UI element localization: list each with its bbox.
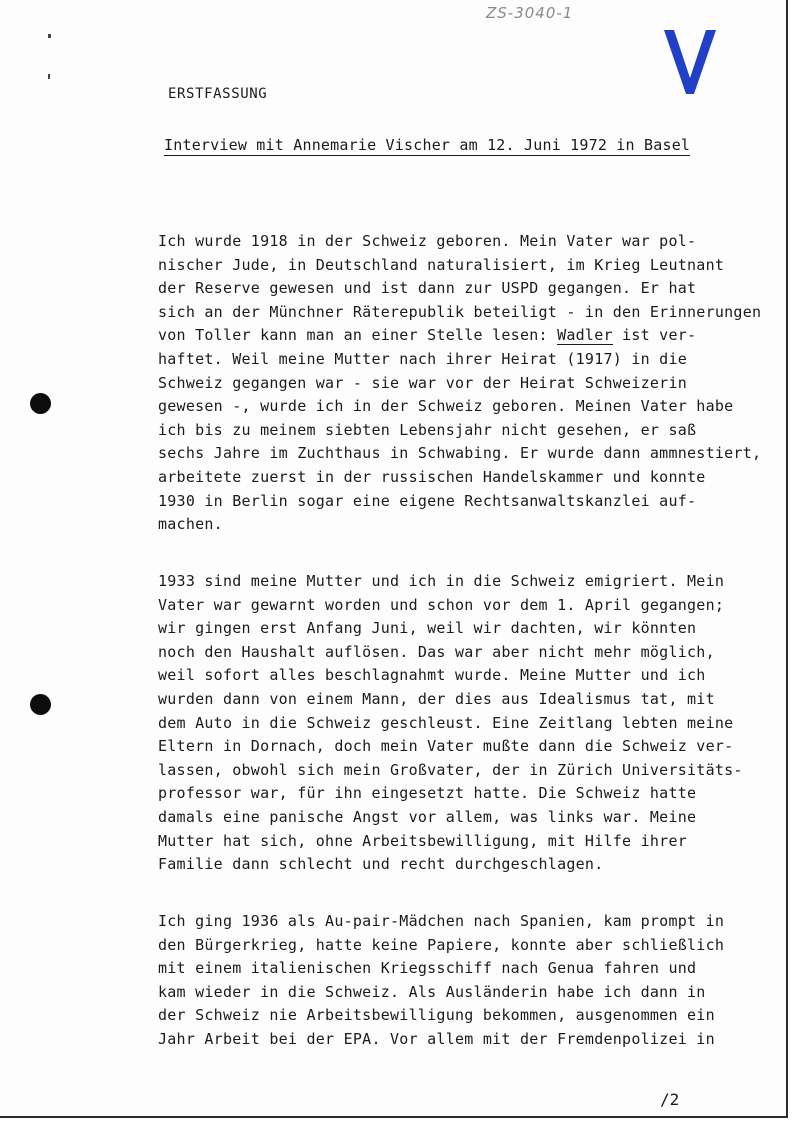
text-line: Vater war gewarnt worden und schon vor dem 1. April gegangen; (158, 595, 725, 614)
text-line: den Bürgerkrieg, hatte keine Papiere, konnte aber schließlich (158, 935, 725, 954)
text-line: lassen, obwohl sich mein Großvater, der in Zürich Universitäts- (158, 760, 743, 779)
text-line: professor war, für ihn eingesetzt hatte. Die Schweiz hatte (158, 784, 697, 803)
text-line: Familie dann schlecht und recht durchgeschlagen. (158, 855, 604, 874)
text-line: 1930 in Berlin sogar eine eigene Rechtsanwaltskanzlei auf- (158, 491, 697, 510)
paragraph-1 (158, 230, 788, 537)
text-line: 1933 sind meine Mutter und ich in die Schweiz emigriert. Mein (158, 572, 725, 590)
text-line: der Reserve gewesen und ist dann zur USPD gegangen. Er hat (158, 279, 697, 298)
punch-hole-lower (30, 694, 51, 715)
margin-mark-lower (48, 74, 50, 79)
underlined-name: Wadler (557, 326, 613, 345)
text-segment: von Toller kann man an einer Stelle lesen: (158, 326, 558, 345)
text-segment: ist ver- (612, 326, 697, 345)
document-heading: ERSTFASSUNG (168, 86, 268, 102)
text-line: noch den Haushalt auflösen. Das war aber nicht mehr möglich, (158, 642, 715, 661)
text-line: der Schweiz nie Arbeitsbewilligung bekommen, ausgenommen ein (158, 1006, 715, 1025)
text-line: Ich ging 1936 als Au-pair-Mädchen nach Spanien, kam prompt in (158, 912, 725, 930)
text-line: machen. (158, 515, 223, 534)
text-line: Eltern in Dornach, doch mein Vater mußte dann die Schweiz ver- (158, 737, 734, 756)
archive-mark: ZS-3040-1 (486, 4, 574, 22)
text-line: ich bis zu meinem siebten Lebensjahr nicht gesehen, er saß (158, 420, 697, 439)
paragraph-2 (158, 570, 788, 877)
page-number: /2 (660, 1090, 680, 1109)
text-line: wir gingen erst Anfang Juni, weil wir dachten, wir könnten (158, 619, 697, 638)
text-line: Ich wurde 1918 in der Schweiz geboren. Mein Vater war pol- (158, 232, 697, 250)
text-line: damals eine panische Angst vor allem, was links war. Meine (158, 807, 697, 826)
text-line: dem Auto in die Schweiz geschleust. Eine Zeitlang lebten meine (158, 713, 734, 732)
margin-mark-top (48, 34, 51, 38)
punch-hole-upper (30, 393, 51, 414)
text-line: gewesen -, wurde ich in der Schweiz geboren. Meinen Vater habe (158, 397, 734, 416)
stamp-v-mark (660, 26, 720, 98)
text-line: kam wieder in die Schweiz. Als Ausländerin habe ich dann in (158, 982, 706, 1001)
paragraph-3 (158, 910, 788, 1052)
text-line: sich an der Münchner Räterepublik beteiligt - in den Erinnerungen (158, 302, 762, 321)
text-line: arbeitete zuerst in der russischen Handelskammer und konnte (158, 467, 706, 486)
text-line: haftet. Weil meine Mutter nach ihrer Heirat (1917) in die (158, 349, 688, 368)
text-line: weil sofort alles beschlagnahmt wurde. Meine Mutter und ich (158, 666, 706, 685)
text-line-with-underline (158, 324, 788, 348)
text-line: wurden dann von einem Mann, der dies aus Idealismus tat, mit (158, 689, 715, 708)
text-line: Jahr Arbeit bei der EPA. Vor allem mit der Fremdenpolizei in (158, 1029, 715, 1048)
text-line: sechs Jahre im Zuchthaus in Schwabing. Er wurde dann ammnestiert, (158, 444, 762, 463)
text-line: Schweiz gegangen war - sie war vor der Heirat Schweizerin (158, 373, 688, 392)
text-line: Mutter hat sich, ohne Arbeitsbewilligung, mit Hilfe ihrer (158, 831, 688, 850)
text-line: nischer Jude, in Deutschland naturalisiert, im Krieg Leutnant (158, 255, 725, 274)
document-title: Interview mit Annemarie Vischer am 12. Juni 1972 in Basel (164, 136, 691, 154)
text-line: mit einem italienischen Kriegsschiff nach Genua fahren und (158, 959, 697, 978)
